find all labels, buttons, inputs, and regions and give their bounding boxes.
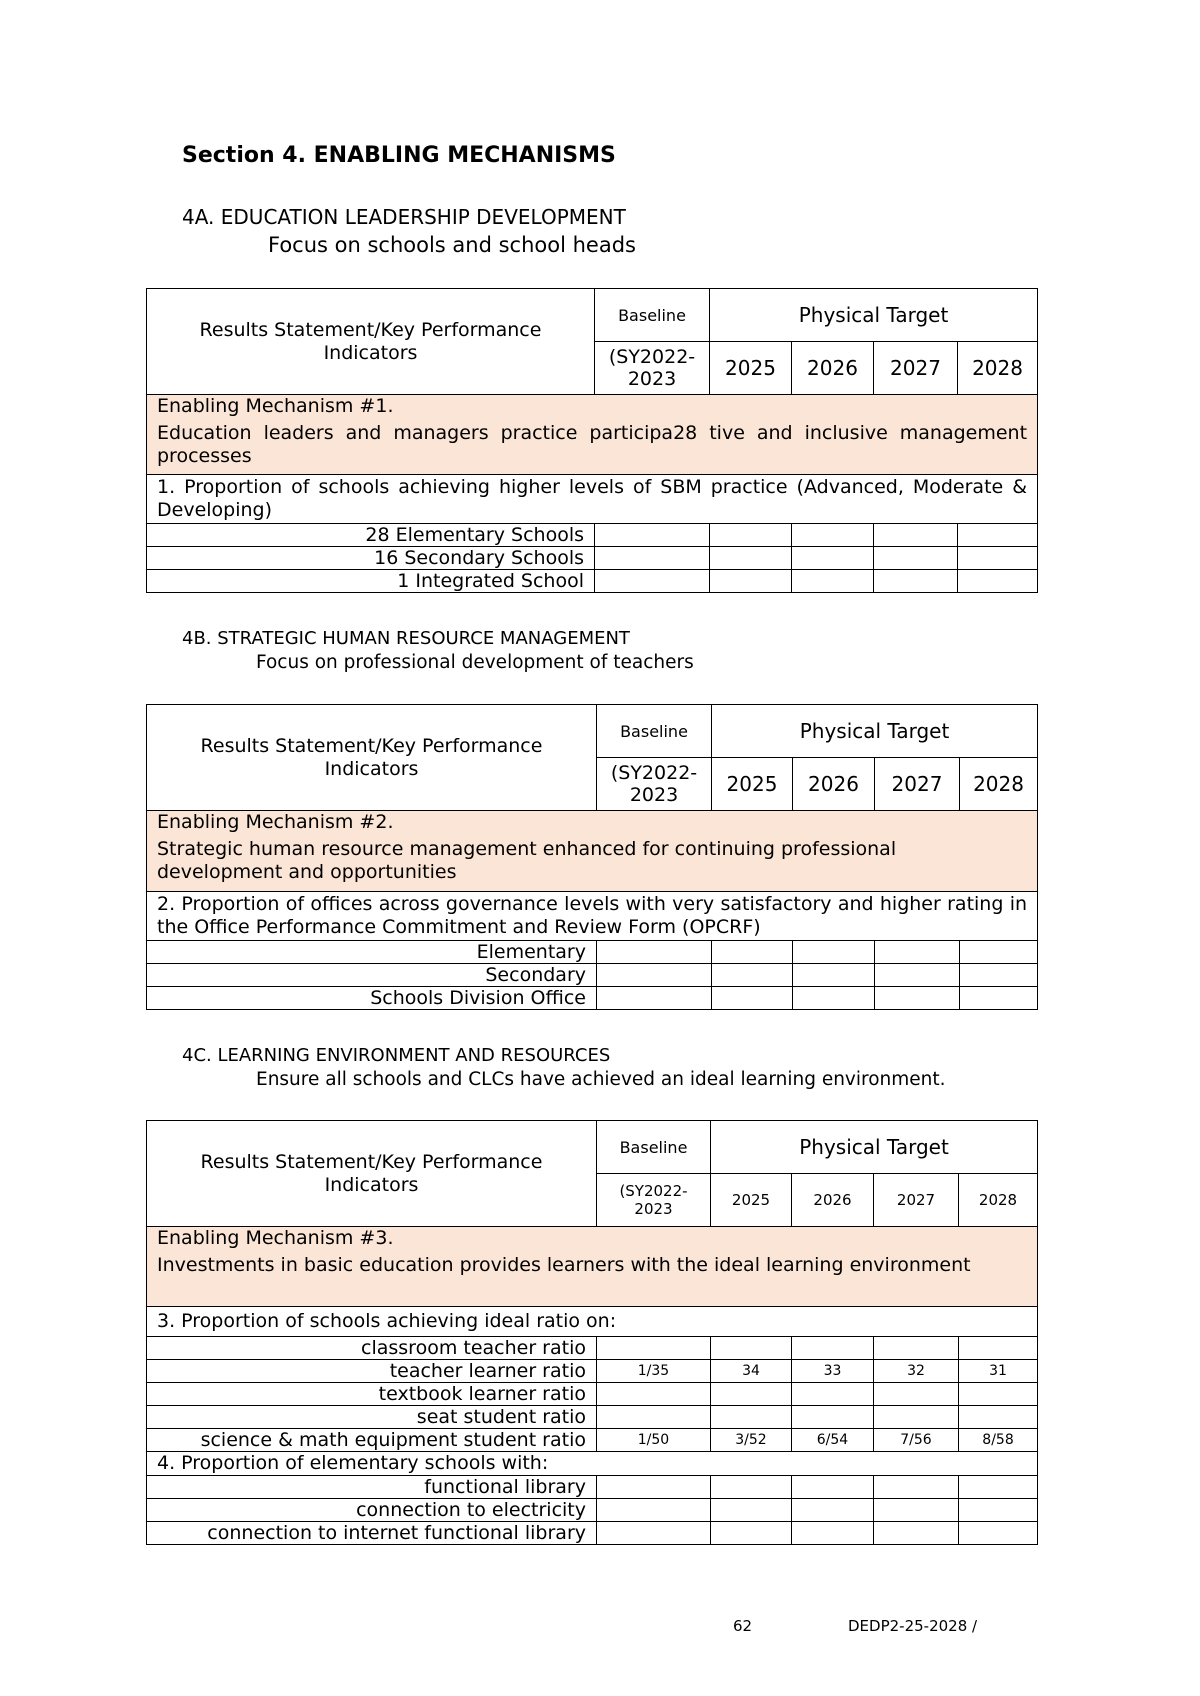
target-cell bbox=[874, 1499, 959, 1522]
target-cell bbox=[960, 987, 1038, 1010]
header-year: 2025 bbox=[711, 1174, 792, 1227]
target-cell: 6/54 bbox=[792, 1429, 874, 1452]
mechanism-text: Strategic human resource management enhanced for continuing professional development and opportunities bbox=[157, 838, 897, 883]
enabling-mechanism-row bbox=[147, 1227, 1038, 1307]
heading-4a: 4A. EDUCATION LEADERSHIP DEVELOPMENT bbox=[182, 205, 626, 229]
indicator-sub-label: connection to internet functional library bbox=[147, 1522, 597, 1545]
target-cell bbox=[959, 1337, 1038, 1360]
target-cell bbox=[875, 941, 960, 964]
target-cell bbox=[874, 1406, 959, 1429]
target-cell bbox=[792, 1476, 874, 1499]
target-cell bbox=[874, 1522, 959, 1545]
target-cell bbox=[958, 570, 1038, 593]
target-cell bbox=[792, 1522, 874, 1545]
target-cell bbox=[874, 570, 958, 593]
indicator-sub-label: 1 Integrated School bbox=[147, 570, 595, 593]
indicator-sub-label: connection to electricity bbox=[147, 1499, 597, 1522]
target-cell bbox=[874, 1383, 959, 1406]
indicator-sub-label: seat student ratio bbox=[147, 1406, 597, 1429]
target-cell bbox=[960, 941, 1038, 964]
baseline-cell bbox=[597, 941, 712, 964]
header-baseline: Baseline bbox=[597, 705, 712, 758]
header-year: 2026 bbox=[792, 342, 874, 395]
target-cell bbox=[711, 1406, 792, 1429]
baseline-cell bbox=[597, 987, 712, 1010]
target-cell bbox=[792, 1499, 874, 1522]
target-cell: 7/56 bbox=[874, 1429, 959, 1452]
header-year: 2027 bbox=[874, 1174, 959, 1227]
baseline-cell bbox=[595, 524, 710, 547]
target-cell: 3/52 bbox=[711, 1429, 792, 1452]
header-baseline-period: (SY2022-2023 bbox=[597, 1174, 711, 1227]
target-cell bbox=[711, 1383, 792, 1406]
target-cell bbox=[959, 1476, 1038, 1499]
indicator-row: 3. Proportion of schools achieving ideal ratio on: bbox=[147, 1307, 1038, 1337]
indicator-sub-label: teacher learner ratio bbox=[147, 1360, 597, 1383]
heading-4c: 4C. LEARNING ENVIRONMENT AND RESOURCES bbox=[182, 1045, 611, 1066]
baseline-cell: 1/50 bbox=[597, 1429, 711, 1452]
target-cell bbox=[792, 1337, 874, 1360]
baseline-cell bbox=[595, 547, 710, 570]
mechanism-text: Education leaders and managers practice participa28 tive and inclusive management processes bbox=[157, 422, 1028, 467]
target-cell bbox=[792, 547, 874, 570]
table-4b bbox=[146, 704, 1038, 1010]
target-cell bbox=[959, 1522, 1038, 1545]
target-cell bbox=[711, 1476, 792, 1499]
header-baseline: Baseline bbox=[595, 289, 710, 342]
target-cell bbox=[710, 570, 792, 593]
indicator-row: 4. Proportion of elementary schools with: bbox=[147, 1452, 1038, 1476]
focus-4c: Ensure all schools and CLCs have achieved an ideal learning environment. bbox=[256, 1069, 946, 1090]
mechanism-title: Enabling Mechanism #3. bbox=[157, 1227, 394, 1249]
header-year: 2025 bbox=[712, 758, 793, 811]
target-cell bbox=[875, 987, 960, 1010]
enabling-mechanism-row bbox=[147, 811, 1038, 892]
indicator-sub-label: textbook learner ratio bbox=[147, 1383, 597, 1406]
target-cell bbox=[712, 964, 793, 987]
page-number: 62 bbox=[733, 1617, 753, 1635]
header-results-statement: Results Statement/Key Performance Indicators bbox=[147, 289, 595, 395]
target-cell bbox=[875, 964, 960, 987]
mechanism-title: Enabling Mechanism #2. bbox=[157, 811, 394, 833]
header-physical-target: Physical Target bbox=[710, 289, 1038, 342]
target-cell bbox=[874, 547, 958, 570]
indicator-sub-label: Schools Division Office bbox=[147, 987, 597, 1010]
header-baseline-period: (SY2022-2023 bbox=[597, 758, 712, 811]
target-cell bbox=[960, 964, 1038, 987]
header-year: 2026 bbox=[793, 758, 875, 811]
baseline-cell bbox=[597, 1499, 711, 1522]
target-cell bbox=[793, 941, 875, 964]
target-cell bbox=[710, 524, 792, 547]
header-physical-target: Physical Target bbox=[711, 1121, 1038, 1174]
target-cell bbox=[874, 524, 958, 547]
header-year: 2026 bbox=[792, 1174, 874, 1227]
header-year: 2028 bbox=[960, 758, 1038, 811]
target-cell bbox=[792, 1383, 874, 1406]
baseline-cell bbox=[597, 1476, 711, 1499]
enabling-mechanism-row bbox=[147, 395, 1038, 475]
target-cell bbox=[712, 987, 793, 1010]
focus-4a: Focus on schools and school heads bbox=[268, 233, 636, 257]
target-cell bbox=[711, 1522, 792, 1545]
indicator-sub-label: Secondary bbox=[147, 964, 597, 987]
indicator-sub-label: science & math equipment student ratio bbox=[147, 1429, 597, 1452]
target-cell bbox=[711, 1337, 792, 1360]
target-cell: 34 bbox=[711, 1360, 792, 1383]
target-cell bbox=[959, 1383, 1038, 1406]
target-cell bbox=[792, 524, 874, 547]
target-cell bbox=[958, 547, 1038, 570]
target-cell bbox=[712, 941, 793, 964]
target-cell bbox=[874, 1476, 959, 1499]
baseline-cell bbox=[597, 1522, 711, 1545]
mechanism-text: Investments in basic education provides learners with the ideal learning environment bbox=[157, 1254, 971, 1276]
indicator-sub-label: functional library bbox=[147, 1476, 597, 1499]
indicator-sub-label: Elementary bbox=[147, 941, 597, 964]
header-year: 2028 bbox=[959, 1174, 1038, 1227]
baseline-cell: 1/35 bbox=[597, 1360, 711, 1383]
target-cell: 31 bbox=[959, 1360, 1038, 1383]
header-physical-target: Physical Target bbox=[712, 705, 1038, 758]
header-year: 2025 bbox=[710, 342, 792, 395]
header-results-statement: Results Statement/Key Performance Indicators bbox=[147, 705, 597, 811]
table-4a bbox=[146, 288, 1038, 593]
target-cell: 32 bbox=[874, 1360, 959, 1383]
baseline-cell bbox=[597, 964, 712, 987]
baseline-cell bbox=[597, 1337, 711, 1360]
target-cell bbox=[874, 1337, 959, 1360]
indicator-row: 1. Proportion of schools achieving higher levels of SBM practice (Advanced, Moderate & Developing) bbox=[147, 475, 1038, 524]
header-baseline: Baseline bbox=[597, 1121, 711, 1174]
target-cell bbox=[959, 1406, 1038, 1429]
target-cell bbox=[710, 547, 792, 570]
indicator-sub-label: 28 Elementary Schools bbox=[147, 524, 595, 547]
target-cell bbox=[792, 1406, 874, 1429]
section-title: Section 4. ENABLING MECHANISMS bbox=[182, 143, 616, 168]
target-cell: 33 bbox=[792, 1360, 874, 1383]
target-cell: 8/58 bbox=[959, 1429, 1038, 1452]
focus-4b: Focus on professional development of teachers bbox=[256, 652, 694, 673]
target-cell bbox=[711, 1499, 792, 1522]
header-year: 2028 bbox=[958, 342, 1038, 395]
target-cell bbox=[958, 524, 1038, 547]
baseline-cell bbox=[597, 1383, 711, 1406]
indicator-sub-label: 16 Secondary Schools bbox=[147, 547, 595, 570]
target-cell bbox=[793, 964, 875, 987]
indicator-row: 2. Proportion of offices across governance levels with very satisfactory and higher rating in the Office Performance Commitment and Review Form (OPCRF) bbox=[147, 892, 1038, 941]
heading-4b: 4B. STRATEGIC HUMAN RESOURCE MANAGEMENT bbox=[182, 628, 630, 649]
indicator-sub-label: classroom teacher ratio bbox=[147, 1337, 597, 1360]
header-year: 2027 bbox=[874, 342, 958, 395]
table-4c bbox=[146, 1120, 1038, 1545]
target-cell bbox=[792, 570, 874, 593]
header-results-statement: Results Statement/Key Performance Indicators bbox=[147, 1121, 597, 1227]
target-cell bbox=[793, 987, 875, 1010]
document-code: DEDP2-25-2028 / bbox=[848, 1617, 978, 1635]
baseline-cell bbox=[597, 1406, 711, 1429]
header-year: 2027 bbox=[875, 758, 960, 811]
header-baseline-period: (SY2022-2023 bbox=[595, 342, 710, 395]
baseline-cell bbox=[595, 570, 710, 593]
target-cell bbox=[959, 1499, 1038, 1522]
mechanism-title: Enabling Mechanism #1. bbox=[157, 395, 394, 417]
